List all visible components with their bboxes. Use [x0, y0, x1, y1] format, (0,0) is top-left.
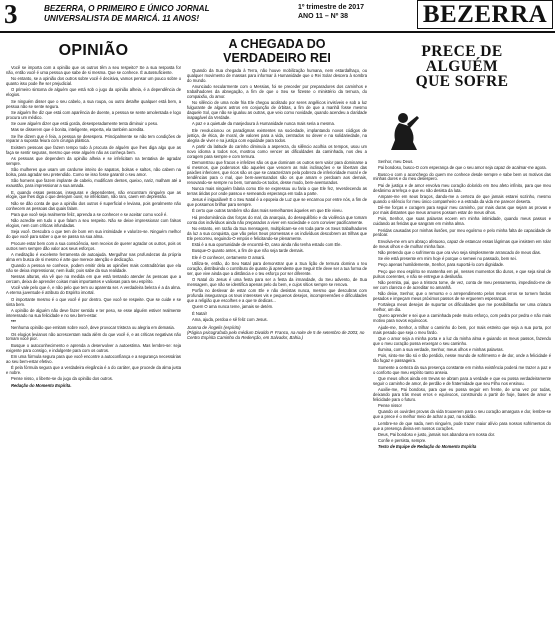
paragraph: Confie e persista, sempre. — [378, 438, 427, 444]
tagline-line-2: UNIVERSALISTA DE MARICÁ. 11 ANOS! — [44, 13, 200, 23]
article-prece — [373, 38, 551, 638]
article-credit — [187, 325, 367, 340]
paragraph: Quem O ama nunca teme, jamais se detém. — [192, 304, 274, 310]
paragraph: Senhor, meu Deus. — [378, 159, 414, 164]
paragraph: Nunca mais ninguém falaria como Ele se expressou ou faria o que Ele fez, reverdecendo as terras áridas por onde passou e semeando esperança em toda a parte. — [187, 186, 367, 196]
paragraph: Quando da Sua chegada à Terra, não houve mobilização humana, nem estardalhaço, ou qualquer movimento de massas para informar à Humanidade que o Rei Solar descera à sombra do mundo. — [187, 68, 367, 83]
article-opiniao — [6, 38, 181, 638]
paragraph: Em uma fórmula segura para que você encontre a autoconfiança e a segurança necessárias ao seu bem-estar efetivo. — [6, 353, 181, 364]
article-chegada — [187, 38, 367, 638]
paragraph: Fortaleça meus desejos de suportar os dificuldades que me possibilitarão ser uma criatura melhor, um dia. — [373, 302, 551, 313]
paragraph: Se ninguém disser que o seu cabelo, a sua roupa, ou outro detalhe qualquer está bem, a pessoa não se sente segura. — [6, 98, 181, 109]
page-number: 3 — [4, 0, 18, 29]
article-body — [187, 69, 367, 323]
paragraph: Ajude-me, Senhor, a trilhar o caminho do bem, por mais estreito que seja a sua porta, por mais pesado que seja o meu fardo. — [373, 324, 551, 335]
paragraph: Pai bondoso, busco-O com esperança de que o seu amor seja capaz de acalmar-me agora. — [378, 165, 547, 171]
paragraph: Se alguém lhe diz que está com aparência de doente, a pessoa se sente amolentada e logo procura um médico. — [6, 109, 181, 120]
title-line-1: A CHEGADA DO — [228, 38, 326, 51]
paragraph: Anunciado secularmente com o Messias, foi se preceder por preparadores dos caminhos e trabalhadores da abnegação, a fim de que o Seu se fizesse o ministério da ternura, do compaixão, do amor. — [187, 84, 367, 100]
header-rule — [0, 31, 555, 33]
article-paragraphs — [6, 66, 181, 319]
paragraph: Pai de justiça e de amor envolva meu coração dolorido em Seu afeto infinito, para que meu desânimo arrefeça e que eu não desista da luta. — [373, 182, 551, 193]
paragraph: Que o amor seja a minha porta e a luz da minha alma e guiando os meus passos, fazendo que o meu coração possa enxergar o seu caminho. — [373, 335, 551, 346]
paragraph: Para que você seja realmente feliz, aprenda a se conhecer e se aceitar como você é. — [11, 211, 168, 217]
paragraph: Não se dão conta de que a opinião dos outros é superficial e leviana, pois geralmente não conhecem as pessoas das quais falam. — [6, 200, 181, 211]
article-paragraphs — [187, 69, 367, 323]
article-title — [395, 44, 529, 89]
issue-number: ANO 11 – Nº 38 — [298, 12, 349, 20]
article-signature: Texto de Equipe de Redação do Momento Espírita — [378, 444, 477, 450]
paragraph: Busco-o com o aconchego do quem me conhece desde sempre e sabe bem os motivos das minhas dores e do meu desespero. — [373, 171, 551, 182]
title-line-2: ALGUÉM — [425, 58, 499, 75]
paragraph: Quando a pessoa se conhece, podem emitir dela as opiniões mais contraditórias que ela não se deixa impressionar, nem iludir, pois sabe da sua realidade. — [6, 263, 181, 273]
section-divider: *** — [11, 319, 16, 325]
paragraph: Seja você. Descubra o que tem de bom em sua intimidade e valorize-se. Ninguém melhor do que você para saber o que se passa na sua alma. — [6, 229, 181, 240]
paragraph: Pense nisso, o liberte-se do jugo da opinião dos outros. — [11, 376, 113, 382]
paragraph: A meditação é excelente ferramenta de autoajuda. Mergulhar nas profundezas da própria alma em busca de si mesmo é arte que merece atenção e dedicação. — [6, 251, 181, 262]
paragraph: Dê-me forças e coragem para seguir meu caminho, por mais duras que sejam as provas e por mais distantes que meus amores possam estar de meus olhos. — [373, 205, 551, 216]
paragraph: Pois, Senhor, que suas palavras ecoem em minha intimidade, quando meus passos e cuidando as feridas que sangram em minha alma. — [373, 216, 551, 227]
paragraph: As pessoas que dependem da opinião alheia e se infelicitam na tentativa de agradar sempre. — [6, 155, 181, 166]
paragraph: Se lhe dizem que é feia, a pessoa se desespera. Principalmente se não tem condições de reparar a suposta feiura com cirurgia plástica. — [6, 133, 181, 144]
title-line-2: VERDADEIRO REI — [223, 50, 331, 65]
paragraph: Envolva-me em um abraço afetuoso, capaz de estancar essas lágrimas que insistem em rolar de meus olhos e de molhar minha face. — [373, 238, 551, 249]
paragraph: Ele é O conhecer, certamente O amará. — [192, 254, 266, 260]
paragraph: Busque-O quanto antes, a fim de que não seja tarde demais. — [192, 248, 304, 254]
paragraph: Quero aprender e sei que a caminhada pede muito esforço, com pedra por pedra e não mais motivo para novos equívocos. — [373, 313, 551, 324]
paragraph: Somente a certeza da sua presença constante em minha existência poderá me trazer a paz e o conforto que meu espírito tanto anseia. — [373, 364, 551, 375]
paragraph: Se ouve alguém dizer que está gorda, desesperadamente tenta diminuir o peso. — [11, 121, 159, 127]
paragraph: É pela fórmula segura que a verdadeira elegância é a do caráter, que procede da alma justa e nobre. — [6, 365, 181, 376]
paragraph: No entanto, se a opinião dos outros sobre você é decisiva, vamos pensar um pouco sobre o quanto isso pode lhe ser prejudicial. — [6, 76, 181, 87]
article-paragraphs-continued — [6, 326, 181, 382]
paragraph: Ilumina, com a sua verdade, Senhor, meus olhos e minhas palavras. — [378, 347, 504, 353]
paragraph: Você vale pelo que é, e não pelo que tem ou aparenta ser. A verdadeira beleza é a da alma. A eterna juventude é atributo do Espírito imortal. — [6, 285, 181, 296]
paragraph: É certo que outras também são dias mais semelhantes àqueles em que Ele viveu. — [192, 208, 343, 214]
paragraph: Busque o autoconhecimento e aprenda a desenvolver a autoestima. Mas lembre-se: seja exigente para consigo, e indulgente para com os outros. — [6, 342, 181, 353]
paragraph: E, quando essas pessoas, inseguras e dependentes, não encontram ninguém que as elogie, que lhes diga o que desejam ouvir, se infelicitam, não raro, caem em depressão. — [6, 189, 181, 200]
tagline-line-1: BEZERRA, O PRIMEIRO E ÚNICO JORNAL — [44, 4, 210, 13]
paragraph: A opinião de alguém não deve fazer sentido e ter peso, se esse alguém estiver realmente interessado na sua felicidade e no seu bem-estar. — [6, 307, 181, 318]
title-line-3: QUE SOFRE — [415, 73, 509, 90]
credit-author: Joanna de Ângelis (espírito) — [187, 324, 241, 330]
prece-header — [373, 38, 551, 158]
paragraph: É Natal! — [192, 310, 207, 316]
paragraph: Quando os ouvirdes provas da vida trouxerem para o seu coração amargura e dor, lembre-se que a prece é o melhor meio de achar a paz, na solidão. — [373, 409, 551, 420]
paragraph: São mulheres que usam um cardume inteiro de sapatos, bolsas e saltos, não cabem na bolsa, para agradar seu pretendido. Como se isso fosse garantir o seu amor. — [6, 167, 181, 178]
article-body — [6, 66, 181, 389]
paragraph: Porfia no deslevar de estar com Ele e não desistas nunca, mesmo que descubras com profunda insegurança os teus interesses vis e pequenos desejos, incompreensões e dificuldades que a religião que escolhes e a que te dedicas... — [187, 288, 367, 304]
paragraph: Há predominância das forças do mal, da anarquia, do desequilíbrio e da violência que tomam conta dos indivíduos ainda não preparados a viver em sociedade e com conviver pacificamente. — [187, 214, 367, 225]
page-header — [0, 0, 555, 30]
paragraph: Ampare-me em seus braços, dando-me a certeza de que jamais estarei sozinho, mesmo quando o silêncio for meu único companheiro e a estrada da vida me parecer deserta. — [373, 193, 551, 204]
paragraph: Nessas alturas, ela vê que na medida em que está tentando atender às pessoas que a cercam, deixa de aprender coisas mais importantes e valiosas para seu espírito. — [6, 274, 181, 285]
article-body — [373, 160, 551, 450]
newspaper-tagline — [44, 4, 210, 23]
paragraph: O importante mesmo é o que você é por dentro. Que você se respeite. Que se cuide e se sinta bem. — [6, 296, 181, 307]
paragraph: Não acredite em tudo o que falam a seu respeito. Não se deixe impressionar com falsos elogios, nem com críticas infundadas. — [6, 218, 181, 229]
paragraph: Lembre-se de que nada, nem ninguém, pode trazer maior alívio para nossos sofrimentos do que a presença divina em nossos corações. — [373, 420, 551, 431]
paragraph: O Natal do Jesus é uma festa para ser a festa da irmandade, do Seu advento, de Sua mensagem, que não se identifica apenas pelo do bem, e cujos sítios sempre se renova. — [187, 276, 367, 287]
paragraph: Pense nisso! — [378, 403, 402, 409]
paragraph: Existem pessoas que fazem tempo todo à procura de alguém que lhes diga algo que as faça se sentir seguras, mesmo que esse alguém não as conheça bem. — [6, 144, 181, 155]
paragraph: Você se importa com a opinião que os outros têm a seu respeito? Se a sua resposta for não, então você é uma pessoa que sabe de si mesma. Que se conhece. É autossuficiente. — [6, 65, 181, 75]
paragraph: Está é a sua oportunidade de encontrá-lO, caso ainda não tenha estado com Ele. — [192, 242, 342, 248]
paragraph: No entanto, em razão da Sua mensagem, multiplicam-se em toda parte os Seus trabalhadores da luz a sua conquista, que vão pelos Seus promessas e os indivíduos descobrem as trilhas que Ele percorreu, seguindo-O empós e felicitando-se plenamente. — [187, 225, 367, 241]
paragraph: Não deixe, Senhor, que o remorso e o arrependimento pelos meus erros se tornem fardos pesados e impeçam meus próximos passos de se erguerem esperanças. — [373, 291, 551, 302]
paragraph: Não pretendo que o sofrimento que ora vivo seja simplesmente arrancado de meus dias. — [378, 249, 541, 255]
masthead-box — [417, 0, 553, 29]
paragraph: Pois, sinto-me tão só e tão perdido, nesse mundo de sofrimento e de dor, onde a felicidade é tão fugaz e passageira. — [373, 353, 551, 364]
paragraph: No silêncio de uma noite fria Ele chegou acolitado por seres angélicos invisíveis e sob a luz fulgurante de alguns astros em conjunção de órbitas, a fim de que a manhã fosse mesmo daquele Sol, que não se igualou as outras, que veio como novidade, quando acendeu a claridade inapagável da Verdade. — [187, 100, 367, 121]
issue-info — [298, 4, 364, 21]
paragraph: Utiliza-te, então, do Seu Natal para demonstrar que a Sua lição de ternura domina o teu coração, distribuindo o contributo de quanto já aprendeste que Seguir Ele deve ser a tua forma de ser, que vive ainda que a distância e o teu esforço por ser diferente. — [187, 260, 367, 276]
issue-date: 1º trimestre de 2017 — [298, 4, 364, 11]
paragraph: São homens que fazem implante de cabelo, modificam dentes, queixo, nariz, malham até a exaustão, para impressionar a sua amada. — [6, 178, 181, 189]
article-title: OPINIÃO — [58, 42, 129, 59]
paragraph: Os elogios levianos não acrescentam nada além do que você é, e as críticas negativas não tornam você pior. — [6, 331, 181, 342]
paragraph: Se ele está presente em mim hoje é porque o semeei no passado, bem sei. — [378, 256, 517, 262]
paragraph: Que meus olhos ainda em trevas se abram para a verdade e que eu possa verdadeiramente seguir o caminho de amor, de perdão e de fraternidade que seu Filho nos ensinou. — [373, 375, 551, 386]
paragraph: Auxilie-me, Pai bondoso, para que eu possa seguir em frente, de uma vez por todas, deixando para trás meus erros e equívocos, construindo a partir de hoje, bases de amor e felicidade para o futuro. — [373, 386, 551, 402]
paragraph: A partir da latitude do carinho diminuía a aspereza, do silêncio acolhia os tempos, usou um novo idioma a todos nos, mostrou como vencer as dificuldades da caminhada, nos deu a coragem para sempre e com ternura. — [187, 143, 367, 159]
article-signature: Redação do Momento Espírita. — [11, 382, 72, 388]
paragraph: Nenhuma opinião que emitam sobre você, deve provocar tristeza ou alegria em demasia. — [11, 325, 175, 331]
article-title — [187, 38, 367, 65]
paragraph: Peço que meu espírito se mantenha em pé, nesses momentos tão duros, e que seja sinal de pulsos coerentes, e não se entregue a desilusão. — [373, 268, 551, 279]
paragraph: Mas se disserem que é bonita, inteligente, esperta, ela também acredita. — [11, 127, 145, 133]
title-line-1: PRECE DE — [421, 43, 503, 60]
paragraph: Procure estar bem com a sua consciência, sem receios de querer agradar os outros, pois os outros nem sempre dão valor aos seus esforços. — [6, 240, 181, 251]
paragraph: Não permita, pai, que a tristeza tome, de vez, conta de meu pensamento, impedindo-me de ver com clareza e de acreditar no amanhã. — [373, 279, 551, 290]
credit-note: (Página psicografada pelo médium Divaldo P. Franco, na noite de 5 de setembro de 2003, no Centro Espírita Caminho da Redenção, em Salvador, Bahia.) — [187, 329, 365, 340]
paragraph: Feridas causadas por minhas ilusões, por meu egoísmo e pelo minha falta de capacidade de perdoar. — [373, 227, 551, 238]
paragraph: Peço apenas humildemente, Senhor, para suportá-lo com dignidade. — [378, 262, 505, 268]
paragraph: Jesus é inigualável! E o Seu Natal é a epopeia de Luz que se encarnou por entre nós, a fim de que possamos brilhar para sempre. — [187, 197, 367, 208]
paragraph: A paz e a quietude da manjedoura à Humanidade nunca mais seria a mesma. — [192, 121, 335, 127]
article-paragraphs — [373, 160, 551, 444]
paragraph: Deus, Pai bondoso e justo, jamais nos abandona em nossa dor. — [378, 431, 496, 437]
paragraph: O primeiro sintoma de alguém que está sob o jugo da opinião alheia, é a dependência de elogios. — [6, 87, 181, 98]
paragraph: Demonstrou que fracos e infelizes são os que dominam os outros sem valor para dominarse a si mesmos, que poderosos são aqueles que vencem as más inclinações e se libertam das paixões inferiores, que ricos são os que se caracterizam pela pobreza de inferioridade moral e de tendências para o mal, que bem-aventurados são os que amam e perdoam aos demais, renovando-se sempre no bem, tornando-os todos, desse modo, bem-aventurados. — [187, 159, 367, 185]
masthead-title: BEZERRA — [422, 1, 548, 28]
paragraph: Ama, ajuda, perdoa e sê feliz com Jesus. — [192, 316, 268, 322]
paragraph: Ele revolucionou os paradigmas existentes na sociedade, implantando novos códigos de justiça, de ética, de moral, de valores para a vida, centrados no dever e na solidariedade, na alegria de viver e na justiça com equidade para todos. — [187, 127, 367, 143]
